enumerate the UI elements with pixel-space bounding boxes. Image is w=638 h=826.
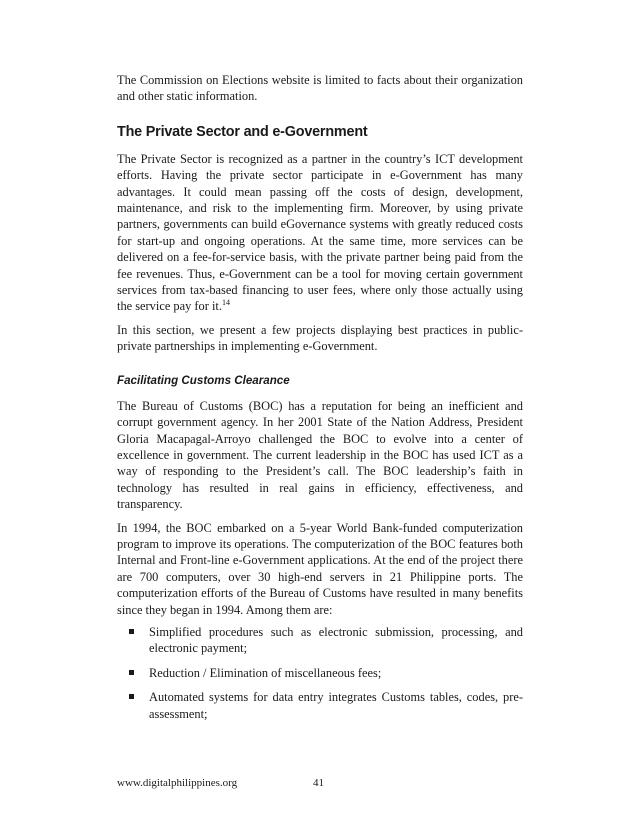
list-item — [117, 665, 523, 681]
page-number: 41 — [313, 777, 324, 789]
square-bullet-icon — [129, 665, 136, 681]
footnote-marker: 14 — [221, 298, 230, 308]
private-sector-paragraph-1-text: The Private Sector is recognized as a partner in the country’s ICT development efforts. Having the private sector participate in e-Government has many advantages. It could mean passing off the costs of design, development, maintenance, and risk to the implementing firm. Moreover, by using private partners, governments can build eGovernance systems with greatly reduced costs for start-up and ongoing operations. At the same time, more services can be delivered on a fee-for-service basis, with the private partner being paid from the fee revenues. Thus, e-Government can be a tool for moving certain government services from tax-based financing to user fees, where only those actually using the service pay for it. — [117, 151, 523, 314]
square-bullet-icon — [129, 689, 136, 722]
section-gap — [117, 355, 523, 373]
square-bullet-icon — [129, 624, 136, 657]
benefits-list — [117, 624, 523, 722]
list-item-text: Automated systems for data entry integrates Customs tables, codes, pre-assessment; — [149, 690, 523, 721]
intro-paragraph: The Commission on Elections website is limited to facts about their organization and other static information. — [117, 73, 523, 104]
list-item — [117, 624, 523, 657]
private-sector-paragraph-2: In this section, we present a few projects displaying best practices in public-private partnerships in implementing e-Government. — [117, 322, 523, 354]
section-gap — [117, 141, 523, 151]
paragraph-gap — [117, 513, 523, 520]
subsection-heading-customs: Facilitating Customs Clearance — [117, 373, 290, 387]
customs-paragraph-2: In 1994, the BOC embarked on a 5-year World Bank-funded computerization program to improve its operations. The computerization of the BOC features both Internal and Front-line e-Government applications. At the end of the project there are 700 computers, over 30 high-end servers in 21 Philippine ports. The computerization efforts of the Bureau of Customs have resulted in many benefits since they began in 1994. Among them are: — [117, 520, 523, 617]
list-item-text: Reduction / Elimination of miscellaneous fees; — [149, 665, 382, 680]
private-sector-paragraph-1 — [117, 151, 523, 315]
section-heading-private-sector: The Private Sector and e-Government — [117, 123, 368, 140]
list-item-text: Simplified procedures such as electronic submission, processing, and electronic payment; — [149, 624, 523, 656]
section-gap — [117, 388, 523, 398]
customs-paragraph-1: The Bureau of Customs (BOC) has a reputation for being an inefficient and corrupt government agency. In her 2001 State of the Nation Address, President Gloria Macapagal-Arroyo challenged the BOC to evolve into a center of excellence in government. The current leadership in the BOC has used ICT as a way of responding to the President’s call. The BOC leadership’s faith in technology has resulted in real gains in efficiency, effectiveness, and transparency. — [117, 398, 523, 512]
footer-website: www.digitalphilippines.org — [117, 777, 238, 789]
list-item — [117, 689, 523, 722]
paragraph-gap — [117, 315, 523, 322]
document-page — [117, 72, 523, 730]
section-gap — [117, 105, 523, 123]
